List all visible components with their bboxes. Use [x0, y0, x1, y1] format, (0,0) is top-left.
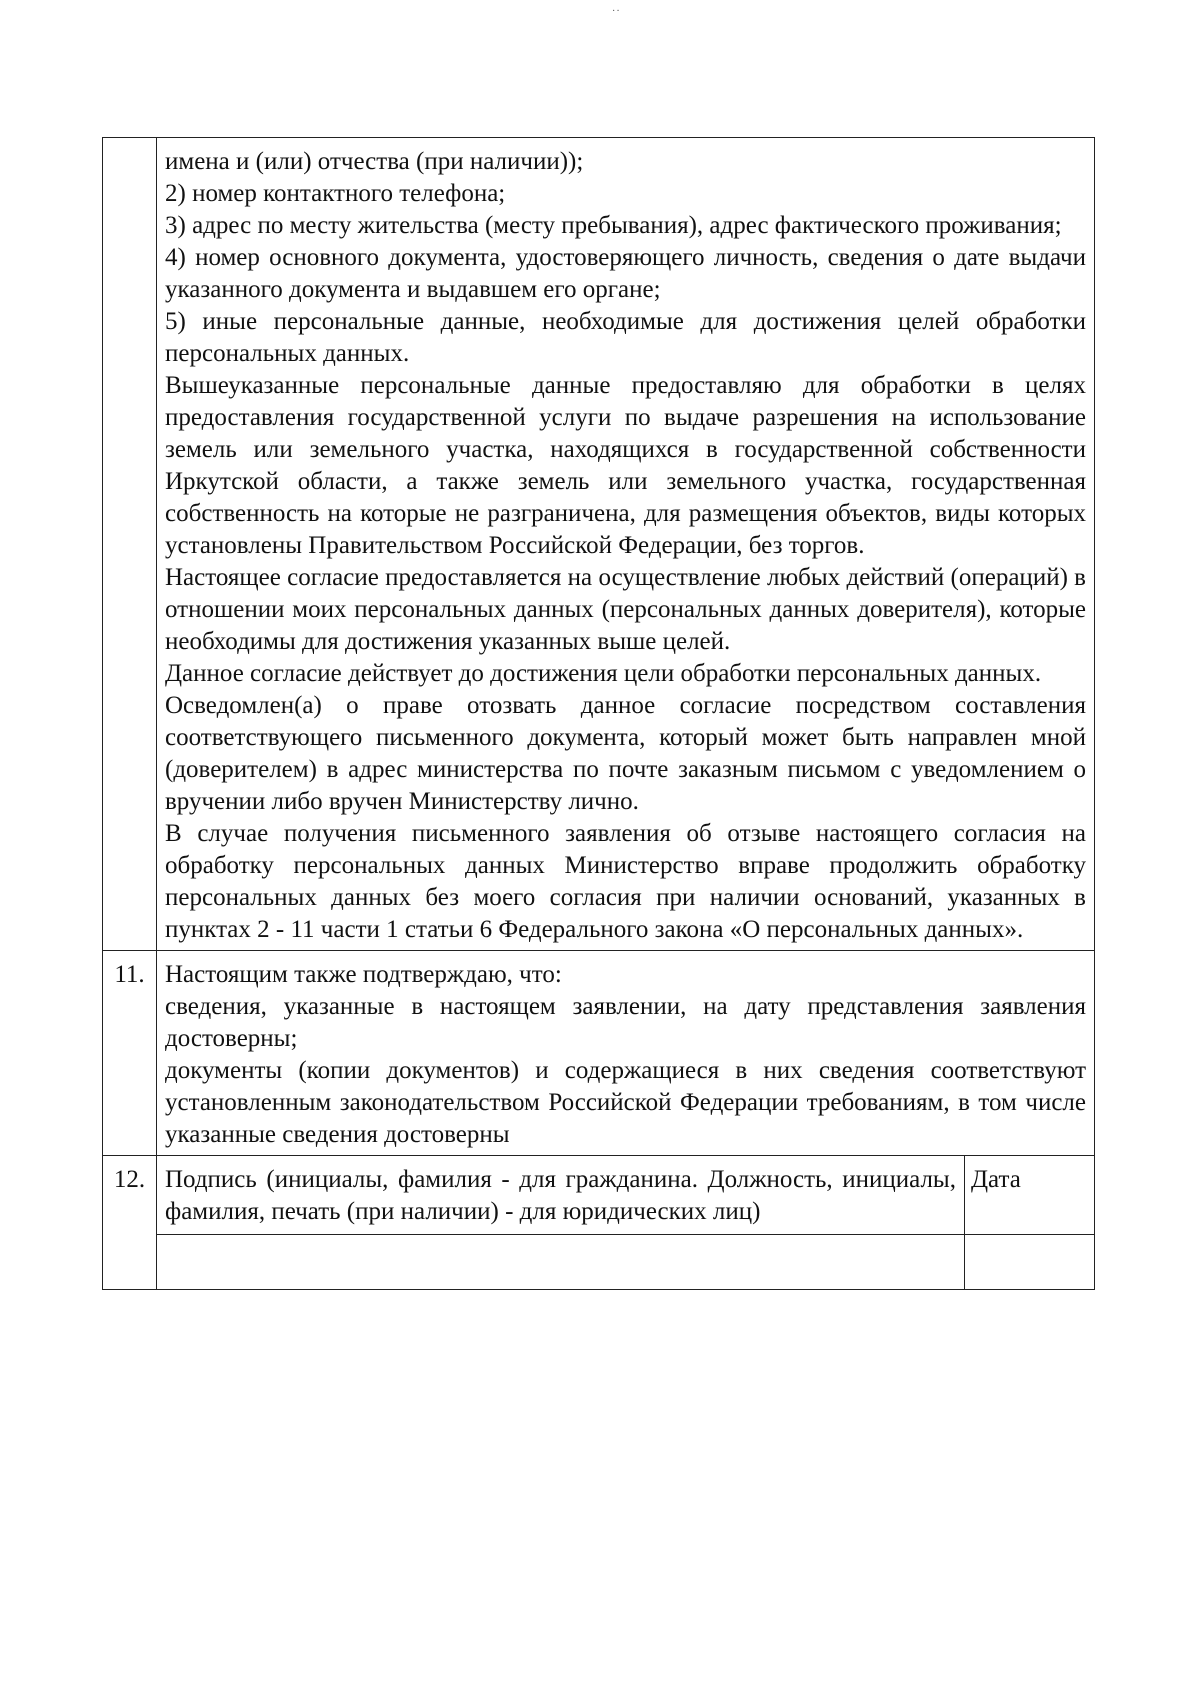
section-10-paragraph: Вышеуказанные персональные данные предоставляю для обработки в целях предоставления государственной услуги по выдаче разрешения на использование земель или земельного участка, находящихся в государственной собственности Иркутской области, а также земель или земельного участка, государственная собственность на которые не разграничена, для размещения объектов, виды которых установлены Правительством Российской Федерации, без торгов. [165, 372, 1086, 559]
section-10-paragraph: 5) иные персональные данные, необходимые для достижения целей обработки персональных данных. [165, 308, 1086, 367]
section-11-paragraph: документы (копии документов) и содержащиеся в них сведения соответствуют установленным законодательством Российской Федерации требованиям, в том числе указанные сведения достоверны [165, 1057, 1086, 1148]
section-10-paragraph: Осведомлен(а) о праве отозвать данное согласие посредством составления соответствующего письменного документа, который может быть направлен мной (доверителем) в адрес министерства по почте заказным письмом с уведомлением о вручении либо вручен Министерству лично. [165, 692, 1086, 815]
section-10-paragraph: Настоящее согласие предоставляется на осуществление любых действий (операций) в отношении моих персональных данных (персональных данных доверителя), которые необходимы для достижения указанных выше целей. [165, 564, 1086, 655]
scan-mark: ·· [612, 6, 621, 17]
section-11-number: 11. [103, 951, 157, 1156]
section-10-row [103, 138, 1095, 951]
date-field[interactable] [964, 1235, 1094, 1290]
section-10-number [103, 138, 157, 951]
section-10-paragraph: имена и (или) отчества (при наличии)); [165, 148, 584, 175]
section-10-paragraph: В случае получения письменного заявления об отзыве настоящего согласия на обработку персональных данных Министерство вправе продолжить обработку персональных данных без моего согласия при наличии оснований, указанных в пунктах 2 - 11 части 1 статьи 6 Федерального закона «О персональных данных». [165, 820, 1086, 943]
signature-label: Подпись (инициалы, фамилия - для гражданина. Должность, инициалы, фамилия, печать (при наличии) - для юридических лиц) [165, 1166, 956, 1225]
section-10-paragraph: Данное согласие действует до достижения цели обработки персональных данных. [165, 660, 1042, 687]
date-label-cell [964, 1156, 1094, 1235]
form-table [102, 137, 1095, 1290]
section-11-paragraph: сведения, указанные в настоящем заявлении, на дату представления заявления достоверны; [165, 993, 1086, 1052]
section-10-paragraph: 3) адрес по месту жительства (месту пребывания), адрес фактического проживания; [165, 212, 1062, 239]
date-label: Дата [970, 1166, 1021, 1193]
section-11-paragraph: Настоящим также подтверждаю, что: [165, 961, 562, 988]
signature-field[interactable] [157, 1235, 965, 1290]
signature-label-cell [157, 1156, 965, 1235]
section-12-row [103, 1156, 1095, 1235]
section-12-number: 12. [103, 1156, 157, 1290]
section-10-paragraph: 4) номер основного документа, удостоверяющего личность, сведения о дате выдачи указанного документа и выдавшем его органе; [165, 244, 1086, 303]
section-11-text [157, 951, 1095, 1156]
section-10-text [157, 138, 1095, 951]
section-11-row [103, 951, 1095, 1156]
section-10-paragraph: 2) номер контактного телефона; [165, 180, 506, 207]
section-12-input-row [103, 1235, 1095, 1290]
